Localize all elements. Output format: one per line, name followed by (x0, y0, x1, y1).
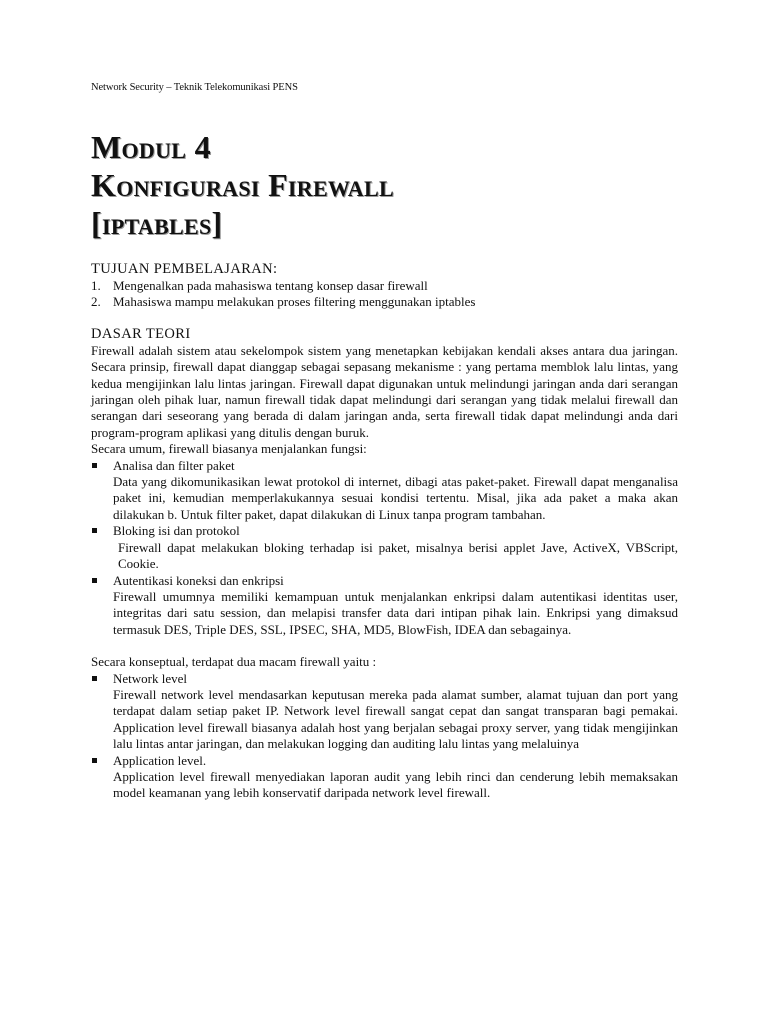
item-title: Analisa dan filter paket (113, 457, 235, 473)
functions-list (91, 458, 678, 638)
document-body (91, 260, 678, 802)
item-title: Autentikasi koneksi dan enkripsi (113, 572, 284, 588)
firewall-types-list (91, 671, 678, 802)
item-description: Firewall umumnya memiliki kemampuan untuk menjalankan enkripsi dalam autentikasi identitas user, integritas dari satu session, dan melapisi transfer data dari intipan pihak lain. Enkripsi yang dimaksud termasuk DES, Triple DES, SSL, IPSEC, SHA, MD5, BlowFish, IDEA dan sebagainya. (113, 588, 678, 637)
paragraph-functions-intro: Secara umum, firewall biasanya menjalankan fungsi: (91, 441, 367, 457)
bullet-icon (92, 758, 97, 763)
item-description: Application level firewall menyediakan laporan audit yang lebih rinci dan cenderung lebih memaksakan model keamanan yang lebih konservatif daripada network level firewall. (113, 768, 678, 801)
paragraph-definition: Firewall adalah sistem atau sekelompok sistem yang menetapkan kebijakan kendali akses antara dua jaringan. Secara prinsip, firewall dapat dianggap sebagai sepasang mekanisme : yang pertama memblok lalu lintas, yang kedua mengijinkan lalu lintas jaringan. Firewall dapat digunakan untuk melindungi jaringan anda dari serangan jaringan oleh pihak luar, namun firewall tidak dapat melindungi dari serangan yang tidak melalui firewall dan serangan dari seseorang yang berada di dalam jaringan anda, serta firewall tidak dapat melindungi anda dari program-program aplikasi yang ditulis dengan buruk. (91, 342, 678, 440)
item-description: Firewall network level mendasarkan keputusan mereka pada alamat sumber, alamat tujuan dan port yang terdapat dalam setiap paket IP. Network level firewall sangat cepat dan sangat transparan bagi pemakai. Application level firewall biasanya adalah host yang berjalan sebagai proxy server, yang tidak mengijinkan lalu lintas antar jaringan, dan melakukan logging dan auditing lalu lintas yang melaluinya (113, 686, 678, 752)
list-item (91, 753, 678, 802)
paragraph-types-intro: Secara konseptual, terdapat dua macam firewall yaitu : (91, 654, 377, 670)
item-description: Data yang dikomunikasikan lewat protokol di internet, dibagi atas paket-paket. Firewall dapat menganalisa paket ini, kemudian memperlakukannya sesuai kondisi tertentu. Misal, jika ada paket a maka akan dilakukan b. Untuk filter paket, dapat dilakukan di Linux tanpa program tambahan. (113, 474, 678, 522)
tujuan-list (91, 278, 678, 311)
list-item (91, 671, 678, 753)
list-number: 1. (91, 278, 101, 293)
list-item (91, 458, 678, 524)
item-title: Bloking isi dan protokol (113, 523, 240, 539)
item-title: Application level. (113, 752, 207, 768)
bullet-icon (92, 578, 97, 583)
list-item (91, 573, 678, 639)
heading-dasar-teori: DASAR TEORI (91, 325, 191, 342)
bullet-icon (92, 676, 97, 681)
title-line-1: Modul 4 (91, 129, 211, 165)
item-description: Firewall dapat melakukan bloking terhadap isi paket, misalnya berisi applet Jave, ActiveX, VBScript, Cookie. (118, 539, 678, 572)
item-title: Network level (113, 670, 188, 686)
list-item (91, 278, 678, 294)
list-number: 2. (91, 294, 101, 310)
running-header: Network Security – Teknik Telekomunikasi PENS (91, 82, 298, 93)
title-line-3: [iptables] (91, 205, 223, 241)
bullet-icon (92, 463, 97, 468)
bullet-icon (92, 528, 97, 533)
list-text: Mahasiswa mampu melakukan proses filtering menggunakan iptables (113, 294, 476, 310)
heading-tujuan: TUJUAN PEMBELAJARAN: (91, 261, 278, 277)
title-line-2: Konfigurasi Firewall (91, 167, 394, 203)
module-title (91, 128, 394, 242)
list-text: Mengenalkan pada mahasiswa tentang konsep dasar firewall (113, 278, 428, 293)
list-item (91, 523, 678, 572)
list-item (91, 294, 678, 310)
